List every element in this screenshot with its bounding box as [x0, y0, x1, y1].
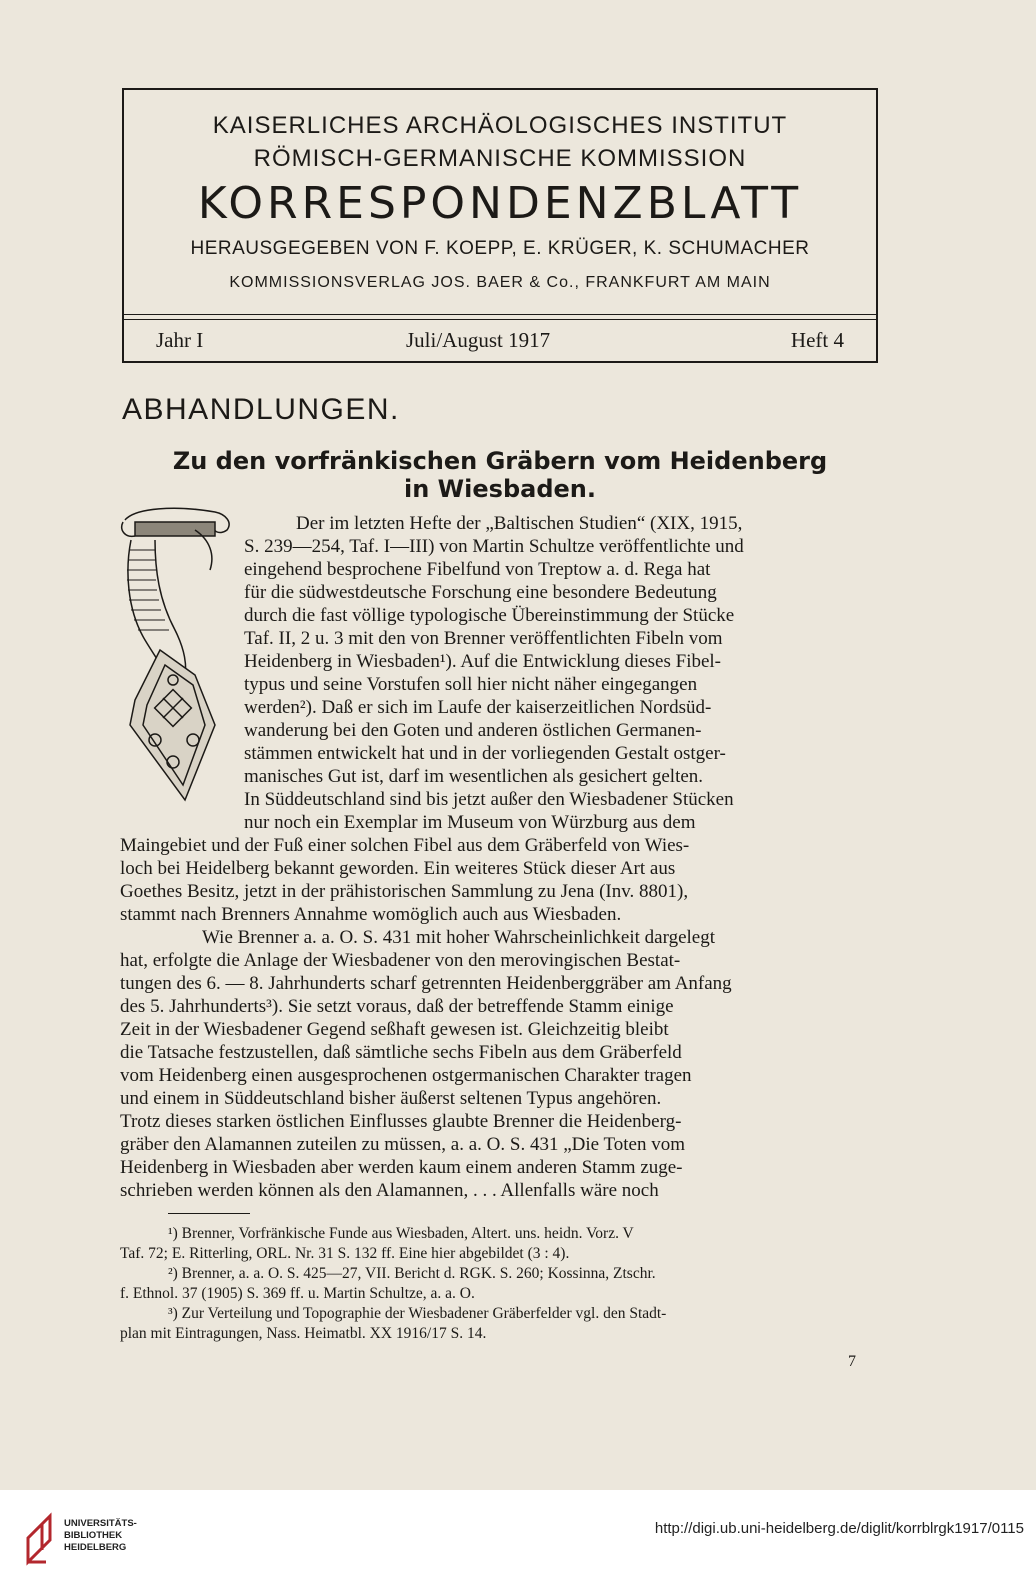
library-name-line-1: UNIVERSITÄTS-: [64, 1518, 137, 1529]
library-name: [64, 1518, 137, 1554]
text-line: Goethes Besitz, jetzt in der prähistorischen Sammlung zu Jena (Inv. 8801),: [120, 881, 689, 902]
viewer-footer: [0, 1490, 1036, 1588]
commission-name: RÖMISCH-GERMANISCHE KOMMISSION: [253, 145, 747, 172]
text-line: Wie Brenner a. a. O. S. 431 mit hoher Wahrscheinlichkeit dargelegt: [202, 927, 716, 948]
text-line: manisches Gut ist, darf im wesentlichen als gesichert gelten.: [244, 766, 704, 787]
text-line: Der im letzten Hefte der „Baltischen Studien“ (XIX, 1915,: [296, 513, 743, 534]
text-line: Trotz dieses starken östlichen Einflusses glaubte Brenner die Heidenberg-: [120, 1111, 682, 1132]
text-line: Zeit in der Wiesbadener Gegend seßhaft gewesen ist. Gleichzeitig bleibt: [120, 1019, 669, 1040]
library-name-line-3: HEIDELBERG: [64, 1542, 127, 1553]
masthead-divider-thin: [124, 319, 876, 320]
masthead: [122, 88, 878, 363]
masthead-divider: [124, 314, 876, 315]
paragraph-1-beside-figure: [244, 512, 878, 834]
paragraph-1-continued: [120, 834, 878, 926]
text-line: des 5. Jahrhunderts³). Sie setzt voraus, daß der betreffende Stamm einige: [120, 996, 674, 1017]
text-line: eingehend besprochene Fibelfund von Treptow a. d. Rega hat: [244, 559, 711, 580]
text-line: tungen des 6. — 8. Jahrhunderts scharf getrennten Heidenberggräber am Anfang: [120, 973, 732, 994]
text-line: die Tatsache festzustellen, daß sämtliche sechs Fibeln aus dem Gräberfeld: [120, 1042, 682, 1063]
text-line: loch bei Heidelberg bekannt geworden. Ein weiteres Stück dieser Art aus: [120, 858, 676, 879]
footnote-line: plan mit Eintragungen, Nass. Heimatbl. XX 1916/17 S. 14.: [120, 1325, 487, 1342]
text-line: Heidenberg in Wiesbaden aber werden kaum einem anderen Stamm zuge-: [120, 1157, 683, 1178]
publisher-line: KOMMISSIONSVERLAG JOS. BAER & Co., FRANKFURT AM MAIN: [229, 274, 771, 291]
paragraph-2: [120, 926, 878, 1202]
volume-year: Jahr I: [156, 328, 204, 352]
article-title-line-2: in Wiesbaden.: [404, 475, 596, 503]
page-number: 7: [848, 1353, 856, 1370]
article-title-line-1: Zu den vorfränkischen Gräbern vom Heidenberg: [172, 447, 828, 475]
text-line: Taf. II, 2 u. 3 mit den von Brenner veröffentlichten Fibeln vom: [244, 628, 723, 649]
text-line: stammt nach Brenners Annahme womöglich auch aus Wiesbaden.: [120, 904, 622, 925]
issue-number: Heft 4: [790, 328, 844, 352]
text-line: S. 239—254, Taf. I—III) von Martin Schultze veröffentlichte und: [244, 536, 744, 557]
library-name-line-2: BIBLIOTHEK: [64, 1530, 123, 1541]
library-logo-icon: [20, 1510, 60, 1570]
text-line: hat, erfolgte die Anlage der Wiesbadener von den merovingischen Bestat-: [120, 950, 681, 971]
issue-date: Juli/August 1917: [406, 328, 551, 352]
footnote-line: Taf. 72; E. Ritterling, ORL. Nr. 31 S. 132 ff. Eine hier abgebildet (3 : 4).: [120, 1245, 570, 1262]
text-line: nur noch ein Exemplar im Museum von Würzburg aus dem: [244, 812, 696, 833]
editors-line: HERAUSGEGEBEN VON F. KOEPP, E. KRÜGER, K. SCHUMACHER: [190, 238, 810, 259]
text-line: Maingebiet und der Fuß einer solchen Fibel aus dem Gräberfeld von Wies-: [120, 835, 690, 856]
fibula-illustration: [115, 500, 235, 810]
text-line: vom Heidenberg einen ausgesprochenen ostgermanischen Charakter tragen: [120, 1065, 692, 1086]
text-line: typus und seine Vorstufen soll hier nicht näher eingegangen: [244, 674, 698, 695]
section-title: ABHANDLUNGEN.: [122, 393, 400, 426]
source-url-link[interactable]: http://digi.ub.uni-heidelberg.de/diglit/korrblrgk1917/0115: [654, 1520, 1024, 1537]
text-line: stämmen entwickelt hat und in der vorliegenden Gestalt ostger-: [244, 743, 726, 764]
footnote-line: f. Ethnol. 37 (1905) S. 369 ff. u. Martin Schultze, a. a. O.: [120, 1285, 475, 1302]
footnote-line: ³) Zur Verteilung und Topographie der Wiesbadener Gräberfelder vgl. den Stadt-: [168, 1305, 667, 1322]
text-line: gräber den Alamannen zuteilen zu müssen, a. a. O. S. 431 „Die Toten vom: [120, 1134, 685, 1155]
footnote-separator: [168, 1213, 250, 1214]
text-line: und einem in Süddeutschland bisher äußerst seltenen Typus angehören.: [120, 1088, 662, 1109]
footnote-line: ¹) Brenner, Vorfränkische Funde aus Wiesbaden, Altert. uns. heidn. Vorz. V: [168, 1225, 634, 1242]
footnotes: [120, 1224, 878, 1344]
text-line: werden²). Daß er sich im Laufe der kaiserzeitlichen Nordsüd-: [244, 697, 712, 718]
text-line: schrieben werden können als den Alamannen, . . . Allenfalls wäre noch: [120, 1180, 659, 1201]
text-line: wanderung bei den Goten und anderen östlichen Germanen-: [244, 720, 702, 741]
footnote-line: ²) Brenner, a. a. O. S. 425—27, VII. Bericht d. RGK. S. 260; Kossinna, Ztschr.: [168, 1265, 656, 1282]
journal-title: KORRESPONDENZBLATT: [197, 178, 803, 229]
text-line: In Süddeutschland sind bis jetzt außer den Wiesbadener Stücken: [244, 789, 734, 810]
article-title: [122, 447, 878, 503]
text-line: für die südwestdeutsche Forschung eine besondere Bedeutung: [244, 582, 717, 603]
institute-name: KAISERLICHES ARCHÄOLOGISCHES INSTITUT: [212, 112, 788, 139]
text-line: Heidenberg in Wiesbaden¹). Auf die Entwicklung dieses Fibel-: [244, 651, 722, 672]
text-line: durch die fast völlige typologische Übereinstimmung der Stücke: [244, 605, 735, 626]
